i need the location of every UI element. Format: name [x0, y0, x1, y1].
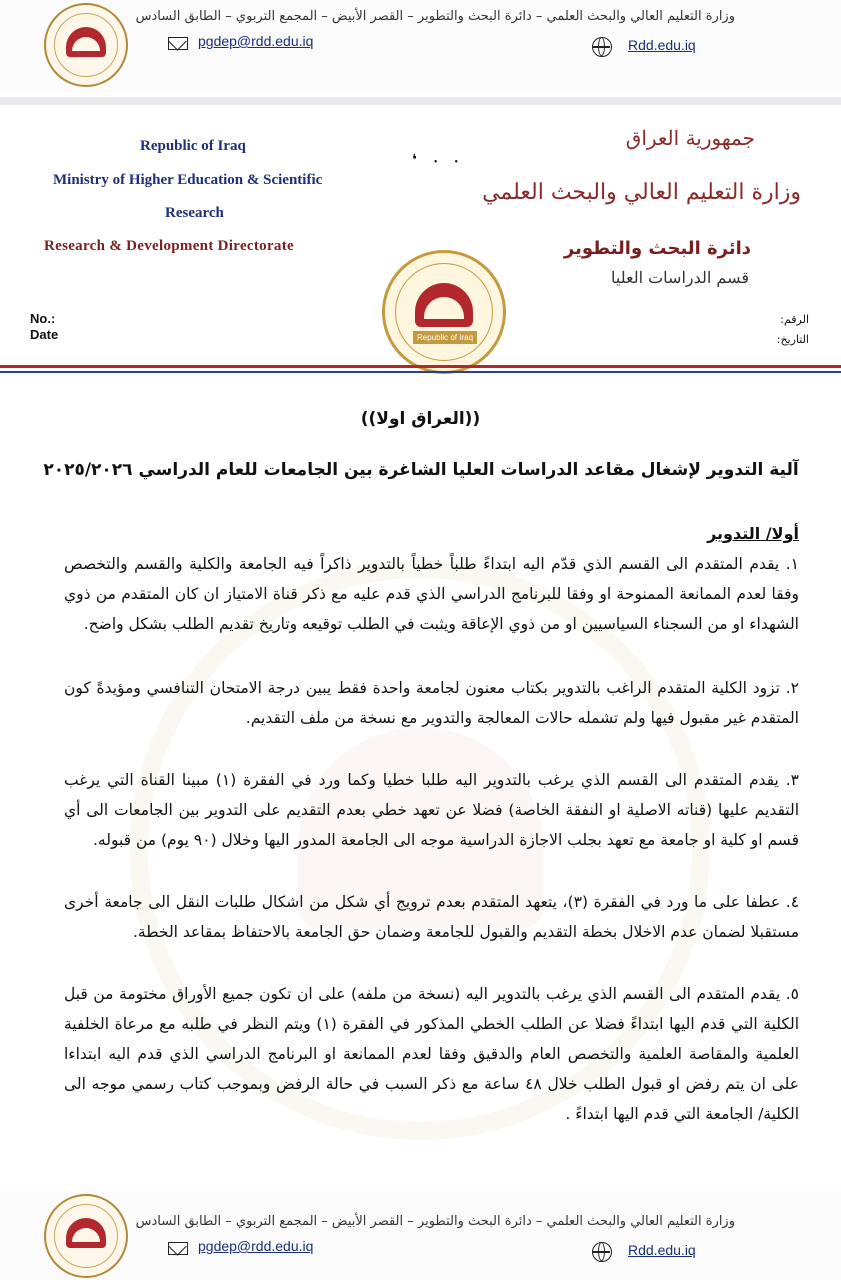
- ar-department: قسم الدراسات العليا: [610, 268, 749, 287]
- paragraph-1: ١. يقدم المتقدم الى القسم الذي قدّم اليه ابتداءً طلباً خطياً بالتدوير ذاكراً فيه الجامعة والكلية والقسم والتخصص وفقا لعدم الممانعة الممنوحة او وفقا للبرنامج الدراسي الذي قدم عليه مع ذكر قناة الامتياز ان كان المتقدم من ذوي الشهداء او من السجناء السياسيين او من ذوي الإعاقة ويثبت في الطلب توقيعه وتاريخ تقديم الطلب بشكل واضح.: [64, 555, 799, 633]
- footer-website-link[interactable]: Rdd.edu.iq: [628, 1242, 696, 1258]
- en-directorate: Research & Development Directorate: [44, 238, 294, 254]
- ministry-seal-footer-icon: [44, 1194, 128, 1278]
- document-title: آلية التدوير لإشغال مقاعد الدراسات العليا الشاغرة بين الجامعات للعام الدراسي ٢٠٢٥/٢٠٢٦: [43, 460, 799, 480]
- ar-country: جمهورية العراق: [625, 126, 755, 150]
- envelope-icon: [168, 37, 188, 50]
- globe-footer-icon: [592, 1242, 612, 1262]
- blue-rule: [0, 371, 841, 373]
- en-country: Republic of Iraq: [140, 138, 246, 154]
- document-body: [64, 549, 799, 1129]
- paragraph-3: ٣. يقدم المتقدم الى القسم الذي يرغب بالتدوير اليه طلبا خطيا وكما ورد في الفقرة (١) مبينا القناة التي يرغب التقديم عليها (قناته الاصلية او النفقة الخاصة) فضلا عن تعهد خطي بعدم التقديم على التدوير بين الجامعات الى أي قسم او كلية او جامعة مع تعهد بجلب الاجازة الدراسية موجه الى الجامعة المدور اليها وخلال (٩٠ يوم) من قبوله.: [64, 771, 799, 849]
- address-text: وزارة التعليم العالي والبحث العلمي – دائرة البحث والتطوير – القصر الأبيض – المجمع التربوي – الطابق السادس: [135, 9, 735, 24]
- section-heading: أولا/ التدوير: [707, 524, 799, 543]
- globe-icon: [592, 37, 612, 57]
- top-contact-strip: [0, 0, 841, 92]
- paragraph-4: ٤. عطفا على ما ورد في الفقرة (٣)، يتعهد المتقدم بعدم ترويج أي شكل من اشكال طلبات النقل الى جامعة أخرى مستقبلا لضمان عدم الاخلال بخطة التقديم والقبول للجامعة وضمان حق الجامعة بالاحتفاظ بمقاعد الخطة.: [64, 893, 800, 941]
- footer-address-text: وزارة التعليم العالي والبحث العلمي – دائرة البحث والتطوير – القصر الأبيض – المجمع التربوي – الطابق السادس: [135, 1214, 735, 1229]
- ar-ministry: وزارة التعليم العالي والبحث العلمي: [482, 180, 801, 205]
- ar-directorate: دائرة البحث والتطوير: [563, 238, 751, 259]
- slogan: ((العراق اولا)): [360, 409, 481, 429]
- en-ministry-cont: Research: [165, 205, 224, 221]
- en-ministry: Ministry of Higher Education & Scientific: [53, 172, 323, 188]
- red-rule: [0, 365, 841, 368]
- ministry-seal-large-icon: Republic of Iraq: [382, 250, 506, 374]
- envelope-footer-icon: [168, 1242, 188, 1255]
- website-link[interactable]: Rdd.edu.iq: [628, 37, 696, 53]
- no-label-ar: الرقم:: [780, 313, 809, 326]
- bottom-contact-strip: [0, 1190, 841, 1280]
- paragraph-5: ٥. يقدم المتقدم الى القسم الذي يرغب بالتدوير اليه (نسخة من ملفه) على ان تكون جميع الأوراق مختومة من قبل الكلية التي قدم اليها ابتداءً فضلا عن الطلب الخطي المذكور في الفقرة (١) ويتم النظر في طلبه مع مرعاة الخلفية العلمية والمقاصة العلمية والتخصص العام والدقيق وفقا لعدم الممانعة او البرنامج الدراسي الذي قدم اليه ابتداءا على ان يتم رفض او قبول الطلب خلال ٤٨ ساعة مع ذكر السبب في حالة الرفض وبموجب كتاب رسمي موجه الى الكلية/ الجامعة التي قدم اليها ابتداءً .: [64, 985, 799, 1123]
- date-label: Date: [30, 327, 59, 342]
- ministry-seal-icon: [44, 3, 128, 87]
- footer-email-link[interactable]: pgdep@rdd.edu.iq: [198, 1238, 314, 1254]
- no-label: No.:: [30, 311, 56, 326]
- scan-mark: ❛ ⸳ ⸳: [412, 152, 465, 168]
- paragraph-2: ٢. تزود الكلية المتقدم الراغب بالتدوير بكتاب معنون لجامعة واحدة فقط يبين درجة الامتحان التنافسي ومؤيدةً كون المتقدم غير مقبول فيها ولم تشمله حالات المعالجة والتدوير مع نسخة من ملف التقديم.: [64, 679, 799, 727]
- scan-divider: [0, 97, 841, 105]
- date-label-ar: التاريخ:: [776, 333, 809, 346]
- email-link[interactable]: pgdep@rdd.edu.iq: [198, 33, 314, 49]
